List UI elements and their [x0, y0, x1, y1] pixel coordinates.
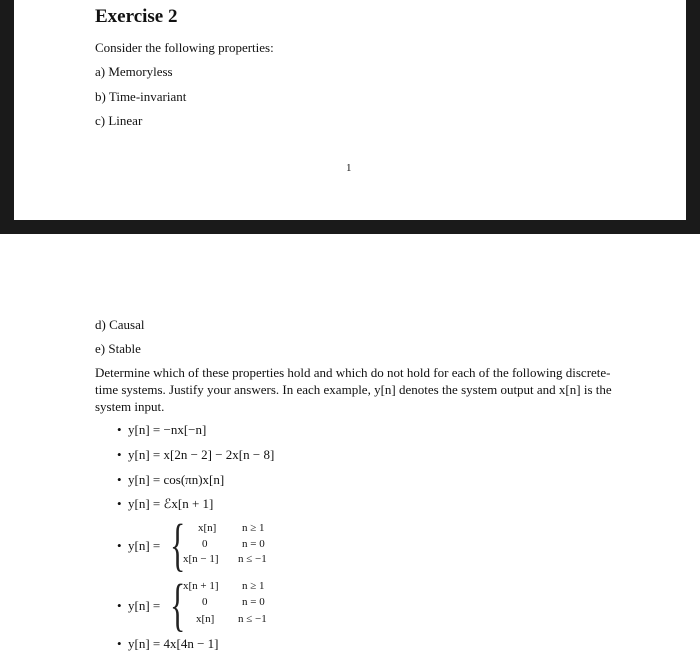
property-causal: d) Causal: [95, 317, 145, 332]
property-memoryless: a) Memoryless: [95, 64, 173, 79]
left-brace: {: [170, 512, 186, 577]
property-time-invariant: b) Time-invariant: [95, 89, 187, 104]
case-condition: n ≤ −1: [238, 553, 267, 565]
case-value: x[n]: [196, 613, 215, 625]
system-equation: y[n] = 4x[4n − 1]: [128, 636, 219, 651]
page-separator: [0, 220, 700, 234]
page-number: 1: [346, 162, 352, 174]
document-page-1: [14, 0, 686, 220]
bullet-icon: •: [117, 496, 122, 511]
case-condition: n ≥ 1: [242, 580, 265, 592]
property-linear: c) Linear: [95, 113, 143, 128]
bullet-icon: •: [117, 472, 122, 487]
instructions-paragraph: Determine which of these properties hold and which do not hold for each of the following discrete-time systems. Justify your answers. In each example, y[n] denotes the system output and x[n] is the system input.: [95, 365, 612, 414]
case-condition: n = 0: [242, 596, 265, 608]
case-value: x[n − 1]: [183, 553, 219, 565]
case-value: x[n + 1]: [183, 580, 219, 592]
piecewise-lhs: y[n] =: [128, 538, 161, 553]
system-equation: y[n] = cos(πn)x[n]: [128, 472, 225, 487]
left-brace: {: [170, 572, 186, 637]
bullet-icon: •: [117, 598, 122, 613]
bullet-icon: •: [117, 447, 122, 462]
case-value: 0: [202, 538, 208, 550]
case-condition: n ≥ 1: [242, 522, 265, 534]
case-value: 0: [202, 596, 208, 608]
exercise-title: Exercise 2: [95, 6, 178, 27]
system-equation: y[n] = ℰx[n + 1]: [128, 496, 214, 511]
intro-text: Consider the following properties:: [95, 40, 274, 55]
property-stable: e) Stable: [95, 341, 141, 356]
case-condition: n = 0: [242, 538, 265, 550]
case-value: x[n]: [198, 522, 217, 534]
left-dark-margin: [0, 0, 14, 220]
case-condition: n ≤ −1: [238, 613, 267, 625]
document-page-2: [14, 234, 686, 661]
right-dark-margin: [686, 0, 700, 220]
piecewise-lhs: y[n] =: [128, 598, 161, 613]
bullet-icon: •: [117, 538, 122, 553]
system-equation: y[n] = x[2n − 2] − 2x[n − 8]: [128, 447, 275, 462]
bullet-icon: •: [117, 636, 122, 651]
system-equation: y[n] = −nx[−n]: [128, 422, 207, 437]
bullet-icon: •: [117, 422, 122, 437]
